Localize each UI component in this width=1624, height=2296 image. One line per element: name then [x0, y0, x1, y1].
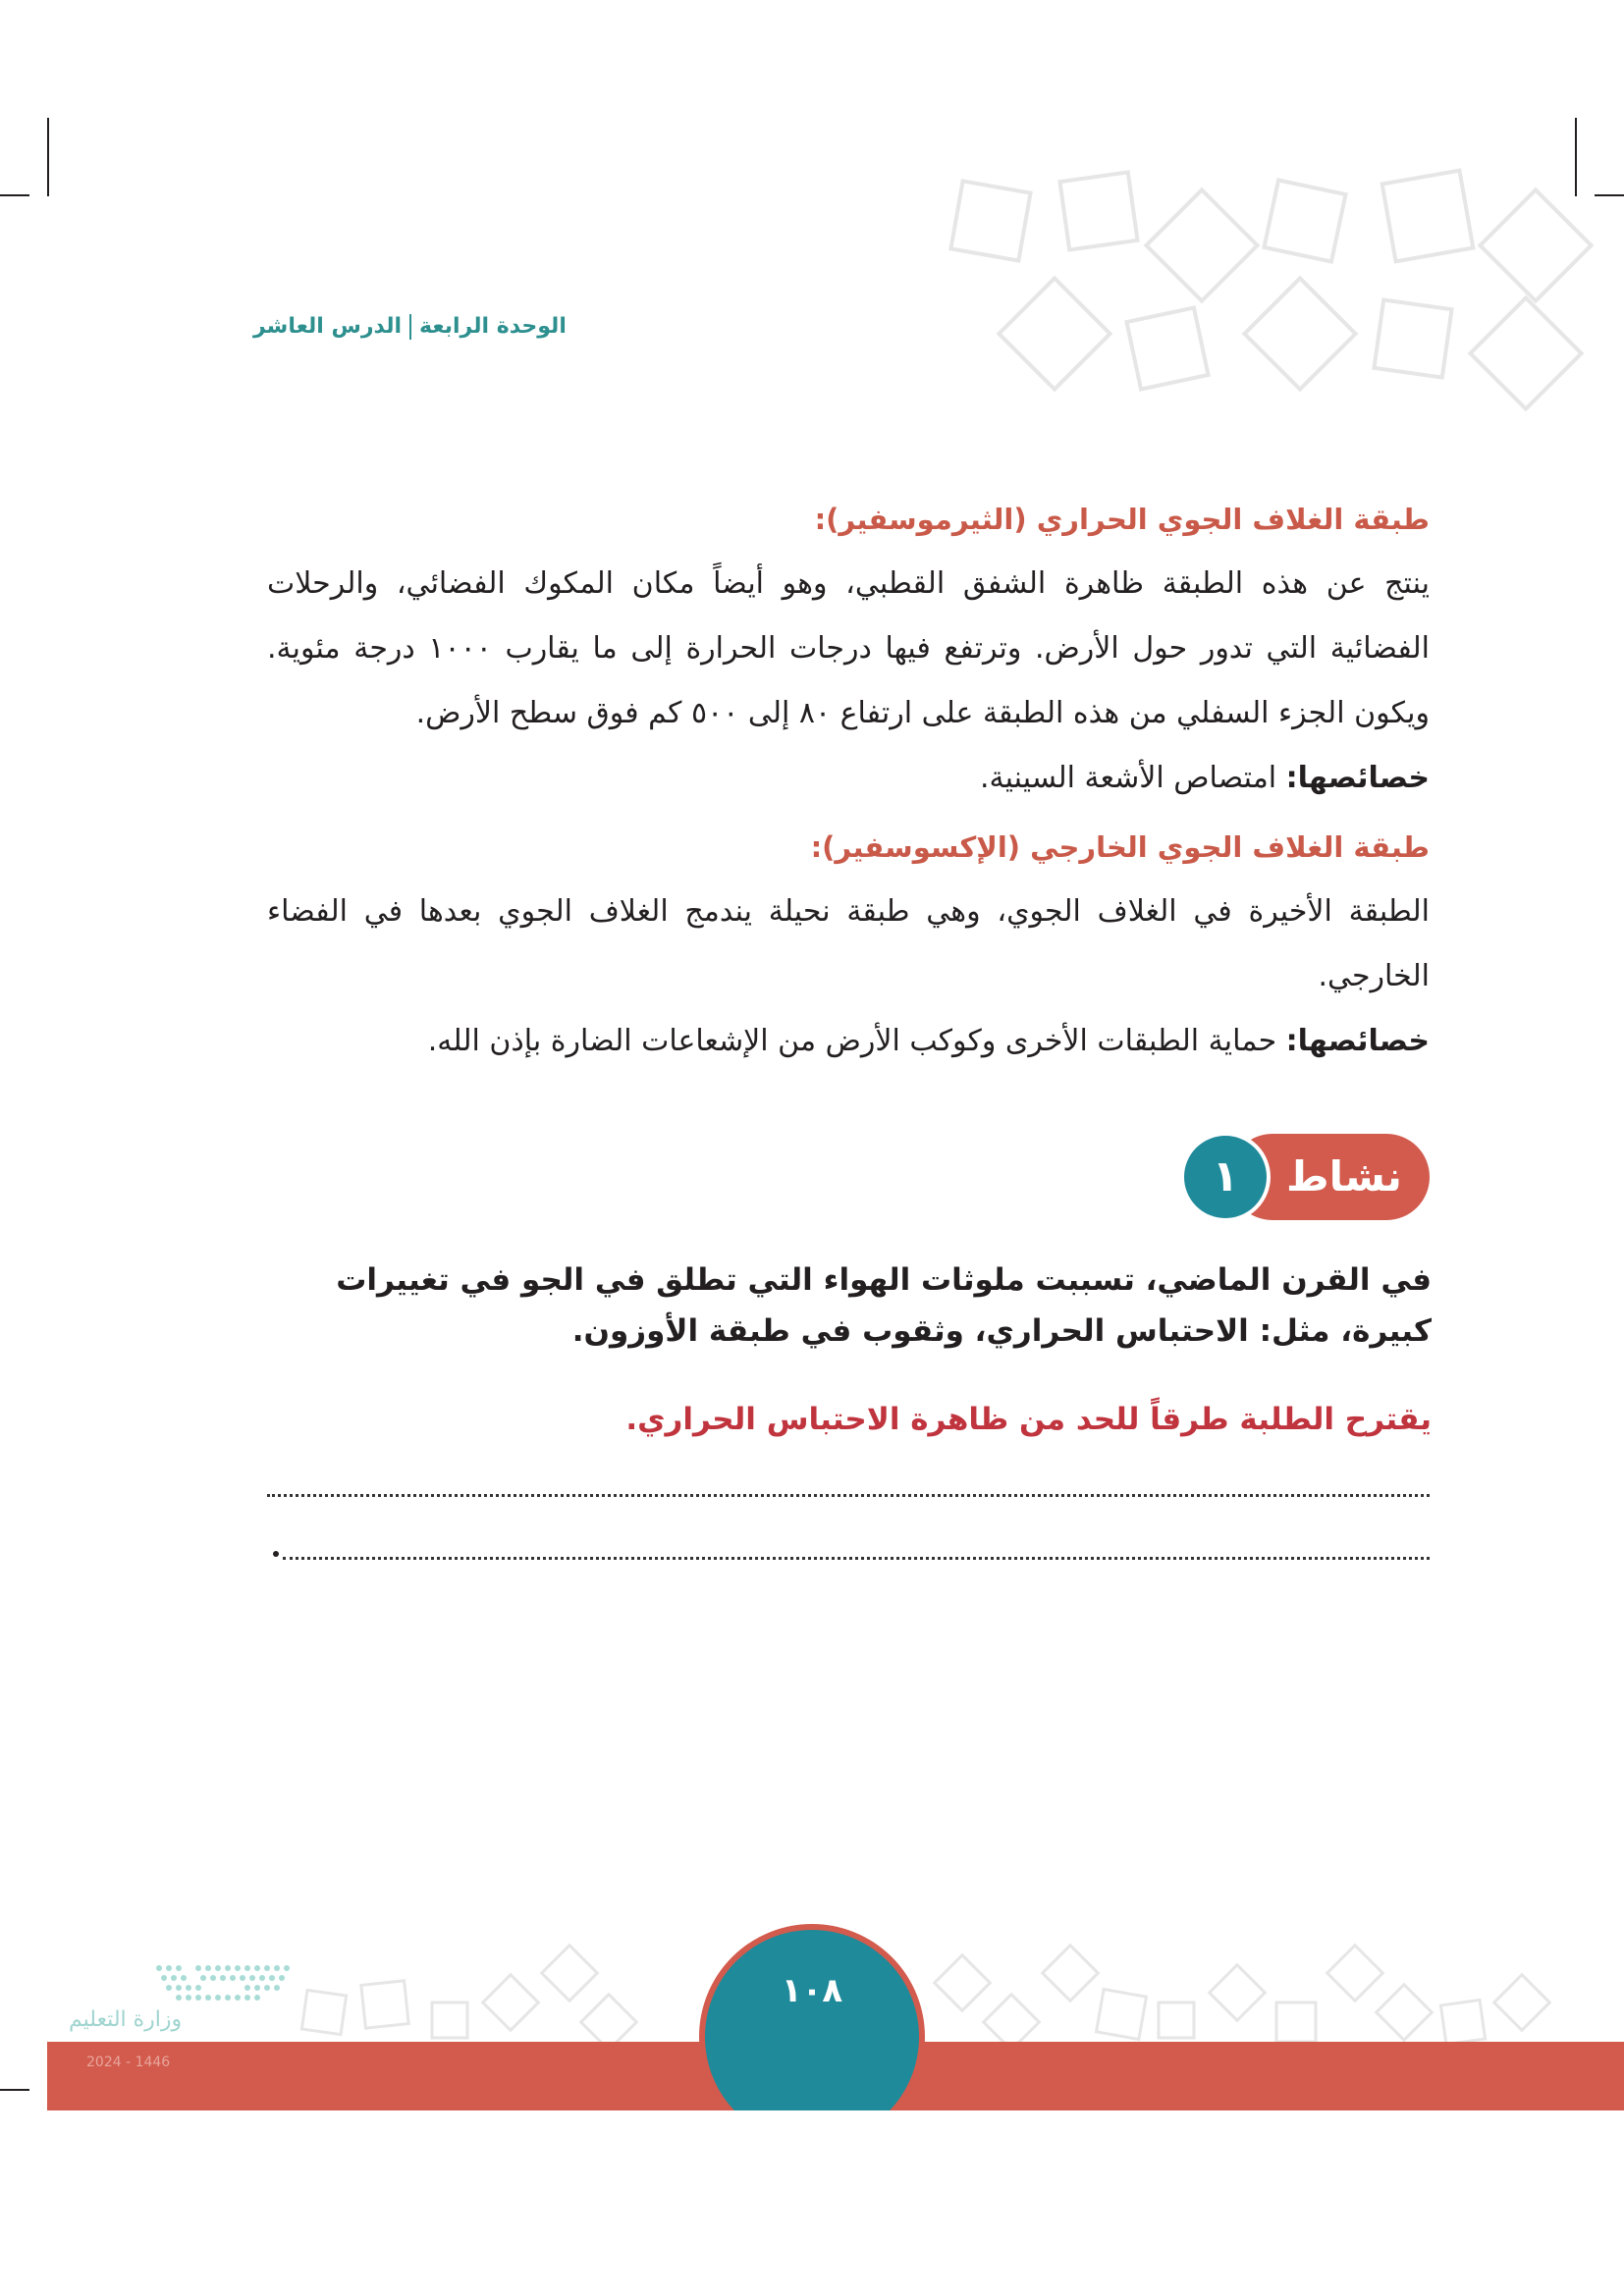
- answer-line[interactable]: [267, 1494, 1430, 1497]
- activity-label: نشاط: [1229, 1134, 1430, 1220]
- activity-number: ١: [1180, 1132, 1271, 1222]
- section-properties: [267, 746, 1430, 811]
- answer-line-end-dot: [273, 1551, 279, 1557]
- crop-mark: [0, 194, 29, 196]
- crop-mark: [47, 118, 49, 196]
- section-paragraph: الطبقة الأخيرة في الغلاف الجوي، وهي طبقة نحيلة يندمج الغلاف الجوي بعدها في الفضاء الخارجي.: [267, 894, 1430, 993]
- unit-label: الوحدة الرابعة: [419, 314, 567, 339]
- crop-mark: [0, 2089, 29, 2091]
- section-paragraph: ينتج عن هذه الطبقة ظاهرة الشفق القطبي، وهو أيضاً مكان المكوك الفضائي، والرحلات الفضائية التي تدور حول الأرض. وترتفع فيها درجات الحرارة إلى ما يقارب ١٠٠٠ درجة مئوية. ويكون الجزء السفلي من هذه الطبقة على ارتفاع ٨٠ إلى ٥٠٠ كم فوق سطح الأرض.: [267, 566, 1431, 730]
- section-title: طبقة الغلاف الجوي الخارجي (الإكسوسفير):: [810, 830, 1430, 864]
- properties-text: حماية الطبقات الأخرى وكوكب الأرض من الإشعاعات الضارة بإذن الله.: [427, 1024, 1286, 1058]
- decorative-pattern: [937, 167, 1624, 422]
- properties-label: خصائصها:: [1285, 1024, 1430, 1058]
- ministry-logo-text: وزارة التعليم: [69, 2007, 183, 2032]
- activity-prompt: يقترح الطلبة طرقاً للحد من ظاهرة الاحتباس الحراري.: [625, 1402, 1432, 1437]
- ministry-logo-year: 2024 - 1446: [86, 2055, 171, 2070]
- header-divider: [409, 314, 411, 340]
- activity-text: في القرن الماضي، تسببت ملوثات الهواء التي تطلق في الجو في تغييرات كبيرة، مثل: الاحتباس الحراري، وثقوب في طبقة الأوزون.: [336, 1262, 1432, 1349]
- footer-cover: [0, 2110, 1624, 2296]
- footer-pattern: [295, 1934, 1571, 2052]
- lesson-label: الدرس العاشر: [253, 314, 402, 339]
- activity-badge: [1180, 1134, 1430, 1220]
- section-thermosphere: [267, 487, 1430, 811]
- answer-line[interactable]: [283, 1557, 1430, 1560]
- page-header: [253, 314, 567, 340]
- section-properties: [267, 1009, 1430, 1074]
- page-number: ١٠٨: [781, 1971, 843, 2010]
- section-title: طبقة الغلاف الجوي الحراري (الثيرموسفير):: [814, 503, 1430, 536]
- properties-label: خصائصها:: [1285, 761, 1430, 795]
- section-exosphere: [267, 815, 1430, 1074]
- properties-text: امتصاص الأشعة السينية.: [980, 761, 1286, 795]
